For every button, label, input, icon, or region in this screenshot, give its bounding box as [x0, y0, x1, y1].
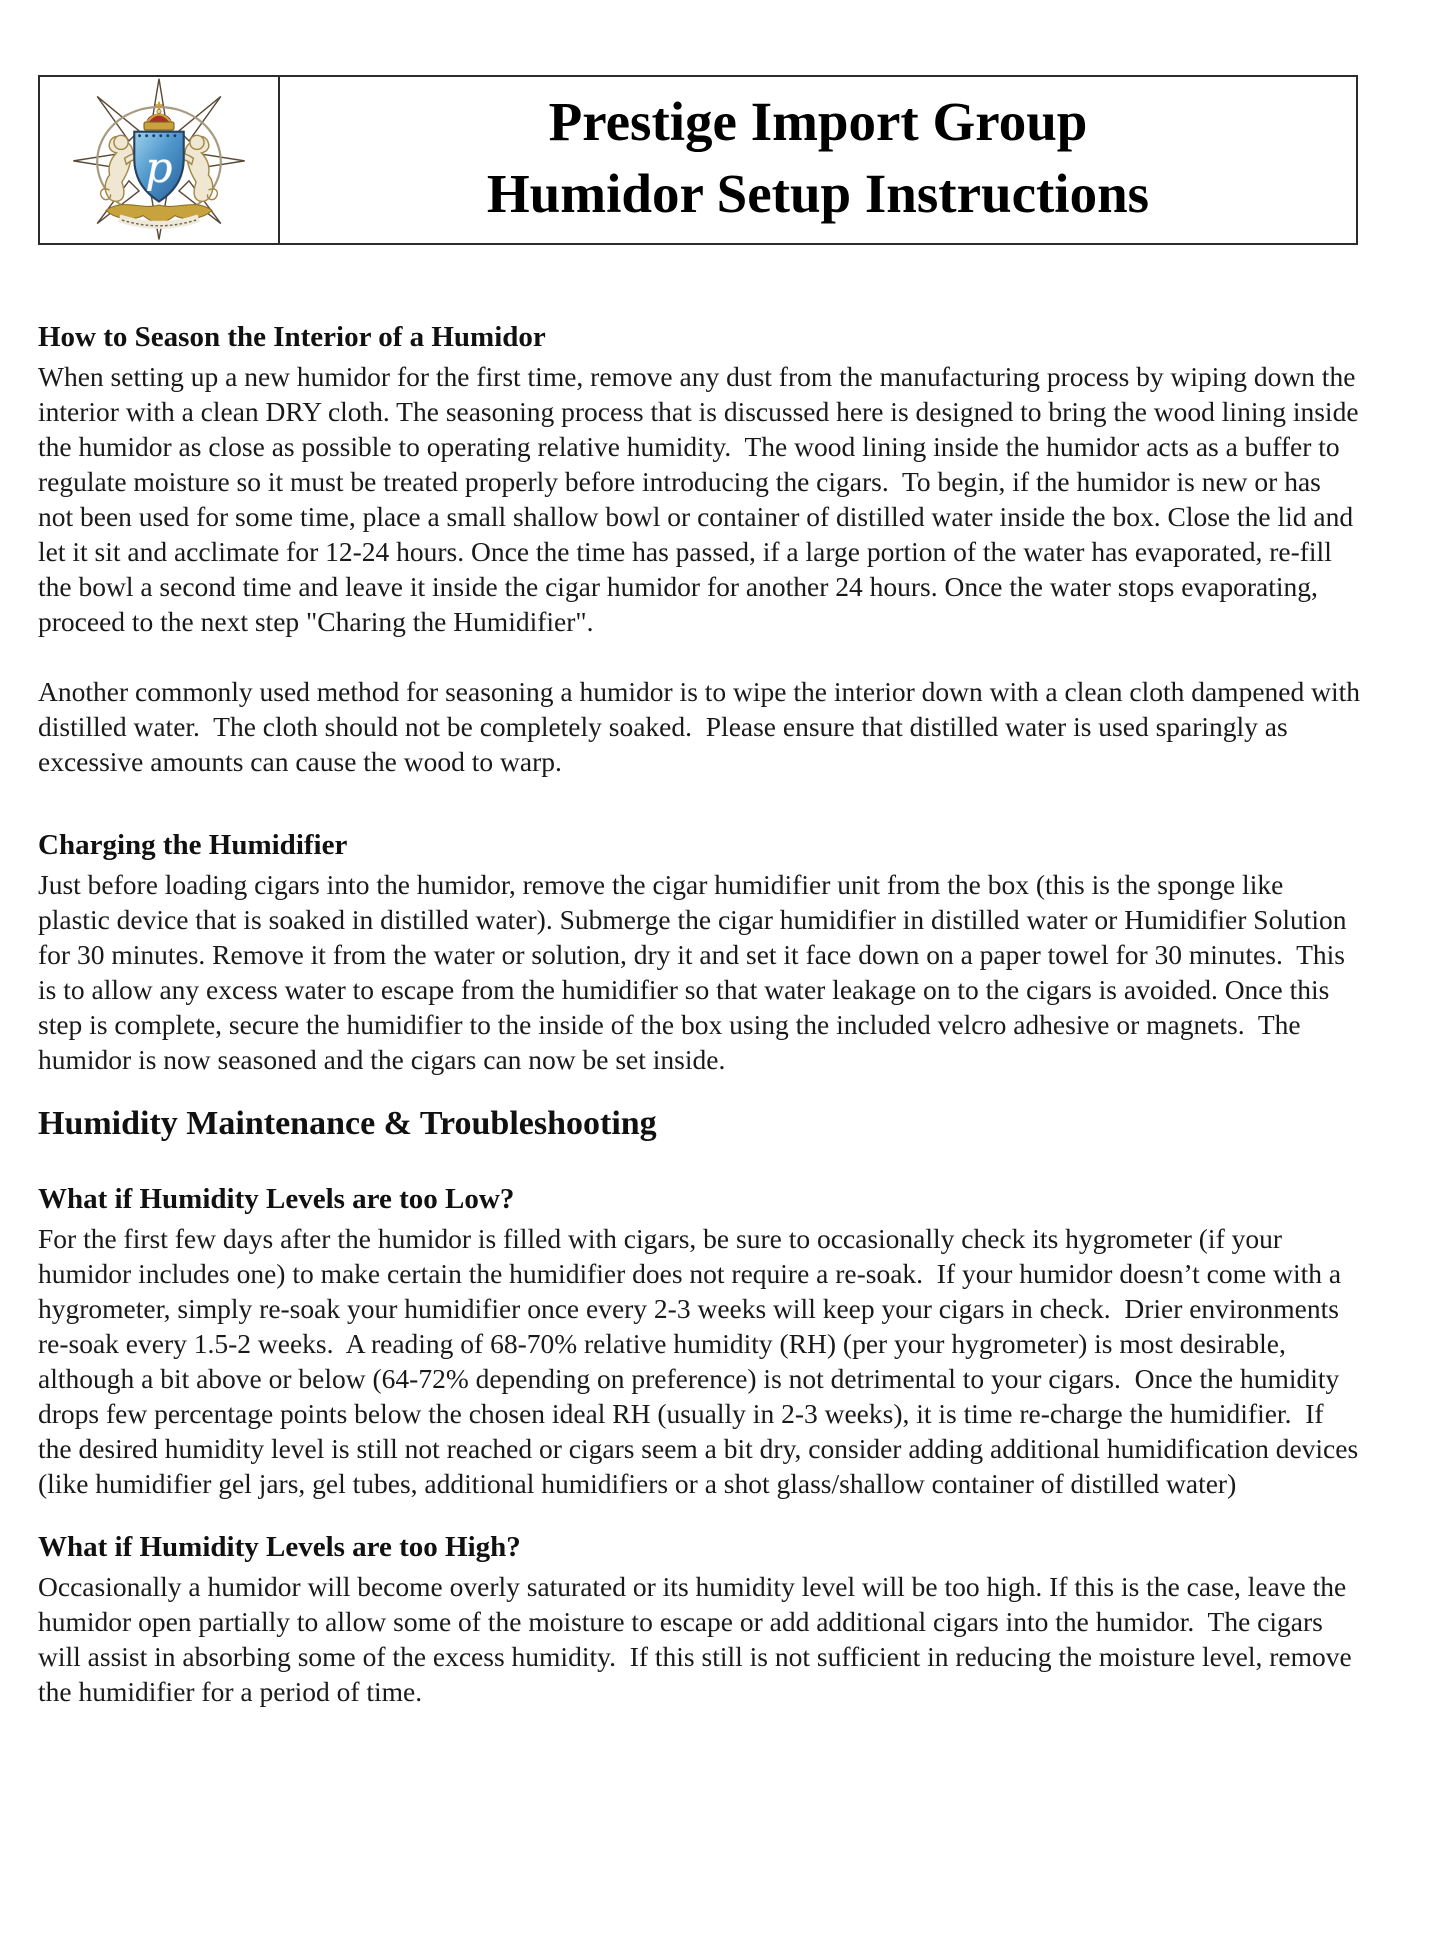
scroll-banner-icon — [106, 205, 212, 226]
section-humidity-high — [38, 1527, 1360, 1709]
shield-icon — [134, 132, 183, 202]
paragraph-humidity-high-1: Occasionally a humidor will become overly saturated or its humidity level will be too high. If this is the case, leave the humidor open partially to allow some of the moisture to escape or add additional cigars into the humidor. The cigars will assist in absorbing some of the excess humidity. If this still is not sufficient in reducing the moisture level, remove the humidifier for a period of time. — [38, 1571, 1359, 1707]
document-title — [280, 77, 1356, 243]
document-header — [38, 75, 1358, 245]
section-heading-humidity-low: What if Humidity Levels are too Low? — [38, 1183, 515, 1215]
title-line-1: Prestige Import Group — [548, 91, 1088, 152]
section-heading-humidity-high: What if Humidity Levels are too High? — [38, 1531, 521, 1563]
paragraph-charging-1: Just before loading cigars into the humidor, remove the cigar humidifier unit from the box (this is the sponge like plastic device that is soaked in distilled water). Submerge the cigar humidifier in distilled water or Humidifier Solution for 30 minutes. Remove it from the water or solution, dry it and set it face down on a paper towel for 30 minutes. This is to allow any excess water to escape from the humidifier so that water leakage on to the cigars is avoided. Once this step is complete, secure the humidifier to the inside of the box using the included velcro adhesive or magnets. The humidor is now seasoned and the cigars can now be set inside. — [38, 869, 1354, 1075]
logo-monogram: p — [145, 143, 173, 193]
section-humidity-low — [38, 1179, 1366, 1501]
section-heading-charging: Charging the Humidifier — [38, 829, 348, 861]
section-season — [38, 317, 1367, 779]
paragraph-humidity-low-1: For the first few days after the humidor is filled with cigars, be sure to occasionally check its hygrometer (if your humidor includes one) to make certain the humidifier does not require a re-soak. If your humidor doesn’t come with a hygrometer, simply re-soak your humidifier once every 2-3 weeks will keep your cigars in check. Drier environments re-soak every 1.5-2 weeks. A reading of 68-70% relative humidity (RH) (per your hygrometer) is most desirable, although a bit above or below (64-72% depending on preference) is not detrimental to your cigars. Once the humidity drops few percentage points below the chosen ideal RH (usually in 2-3 weeks), it is time re-charge the humidifier. If the desired humidity level is still not reached or cigars seem a bit dry, consider adding additional humidification devices (like humidifier gel jars, gel tubes, additional humidifiers or a shot glass/shallow container of distilled water) — [38, 1223, 1366, 1499]
prestige-crest-logo — [69, 77, 249, 243]
section-charging — [38, 825, 1360, 1077]
major-heading-maintenance: Humidity Maintenance & Troubleshooting — [38, 1105, 657, 1142]
paragraph-season-1: When setting up a new humidor for the first time, remove any dust from the manufacturing process by wiping down the interior with a clean DRY cloth. The seasoning process that is discussed here is designed to bring the wood lining inside the humidor as close as possible to operating relative humidity. The wood lining inside the humidor acts as a buffer to regulate moisture so it must be treated properly before introducing the cigars. To begin, if the humidor is new or has not been used for some time, place a small shallow bowl or container of distilled water inside the box. Close the lid and let it sit and acclimate for 12-24 hours. Once the time has passed, if a large portion of the water has evaporated, re-fill the bowl a second time and leave it inside the cigar humidor for another 24 hours. Once the water stops evaporating, proceed to the next step "Charing the Humidifier". — [38, 361, 1366, 637]
section-heading-season: How to Season the Interior of a Humidor — [38, 321, 546, 353]
crown-icon — [144, 102, 174, 130]
paragraph-season-2: Another commonly used method for seasoning a humidor is to wipe the interior down with a clean cloth dampened with distilled water. The cloth should not be completely soaked. Please ensure that distilled water is used sparingly as excessive amounts can cause the wood to warp. — [38, 676, 1367, 777]
title-line-2: Humidor Setup Instructions — [486, 163, 1150, 224]
logo-cell — [40, 77, 280, 243]
